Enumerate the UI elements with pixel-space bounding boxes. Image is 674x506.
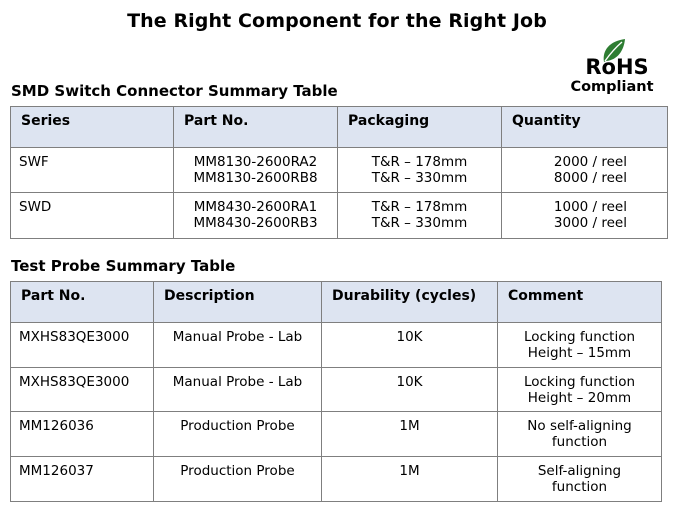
description-cell [154, 457, 322, 502]
part-no-cell [11, 368, 154, 412]
part-no-cell [174, 148, 338, 193]
cell-text: function [551, 434, 608, 450]
cell-text: MXHS83QE3000 [19, 329, 130, 345]
cell-text: 10K [396, 329, 423, 345]
smd-table-heading: SMD Switch Connector Summary Table [11, 82, 338, 100]
description-cell [154, 412, 322, 457]
part-no-cell [174, 193, 338, 239]
cell-text: MM8430-2600RA1 [193, 199, 318, 215]
durability-cell [322, 457, 498, 502]
cell-text: MM8130-2600RA2 [193, 154, 318, 170]
description-cell [154, 368, 322, 412]
column-header-part-no: Part No. [174, 107, 338, 148]
cell-text: T&R – 178mm [371, 154, 468, 170]
cell-text: 1M [399, 418, 420, 434]
cell-text: Locking function [523, 329, 636, 345]
cell-text: MXHS83QE3000 [19, 374, 130, 390]
cell-text: Production Probe [180, 463, 295, 479]
cell-text: MM126037 [19, 463, 94, 479]
cell-text: 1M [399, 463, 420, 479]
durability-cell [322, 412, 498, 457]
smd-summary-table [10, 106, 668, 239]
quantity-cell [502, 148, 668, 193]
cell-text: MM8130-2600RB8 [193, 170, 318, 186]
durability-cell [322, 368, 498, 412]
table-row [11, 323, 662, 368]
series-cell [11, 148, 174, 193]
packaging-cell [338, 148, 502, 193]
column-header-durability: Durability (cycles) [322, 282, 498, 323]
cell-text: 10K [396, 374, 423, 390]
part-no-cell [11, 457, 154, 502]
cell-text: Height – 20mm [527, 390, 632, 406]
durability-cell [322, 323, 498, 368]
comment-cell [498, 323, 662, 368]
compliant-text: Compliant [570, 79, 654, 95]
column-header-comment: Comment [498, 282, 662, 323]
rohs-compliant-logo [560, 38, 668, 100]
cell-text: No self-aligning [527, 418, 632, 434]
cell-text: Manual Probe - Lab [172, 374, 303, 390]
cell-text: T&R – 330mm [371, 170, 468, 186]
cell-text: 3000 / reel [553, 215, 627, 231]
column-header-part-no: Part No. [11, 282, 154, 323]
comment-cell [498, 457, 662, 502]
table-header-row [11, 282, 662, 323]
comment-cell [498, 412, 662, 457]
cell-text: Manual Probe - Lab [172, 329, 303, 345]
cell-text: function [551, 479, 608, 495]
cell-text: 8000 / reel [553, 170, 627, 186]
cell-text: MM126036 [19, 418, 94, 434]
part-no-cell [11, 323, 154, 368]
table-row [11, 148, 668, 193]
page-title: The Right Component for the Right Job [127, 10, 547, 32]
cell-text: T&R – 178mm [371, 199, 468, 215]
probe-table-heading: Test Probe Summary Table [11, 257, 236, 275]
column-header-description: Description [154, 282, 322, 323]
cell-text: SWD [19, 199, 52, 215]
table-header-row [11, 107, 668, 148]
comment-cell [498, 368, 662, 412]
table-row [11, 193, 668, 239]
table-row [11, 368, 662, 412]
cell-text: 2000 / reel [553, 154, 627, 170]
column-header-series: Series [11, 107, 174, 148]
column-header-quantity: Quantity [502, 107, 668, 148]
table-row [11, 412, 662, 457]
cell-text: T&R – 330mm [371, 215, 468, 231]
cell-text: 1000 / reel [553, 199, 627, 215]
series-cell [11, 193, 174, 239]
cell-text: MM8430-2600RB3 [193, 215, 318, 231]
cell-text: Locking function [523, 374, 636, 390]
cell-text: Production Probe [180, 418, 295, 434]
cell-text: Height – 15mm [527, 345, 632, 361]
column-header-packaging: Packaging [338, 107, 502, 148]
part-no-cell [11, 412, 154, 457]
cell-text: Self-aligning [537, 463, 622, 479]
quantity-cell [502, 193, 668, 239]
probe-summary-table [10, 281, 662, 502]
cell-text: SWF [19, 154, 49, 170]
packaging-cell [338, 193, 502, 239]
rohs-text: RoHS [585, 55, 649, 79]
table-row [11, 457, 662, 502]
description-cell [154, 323, 322, 368]
